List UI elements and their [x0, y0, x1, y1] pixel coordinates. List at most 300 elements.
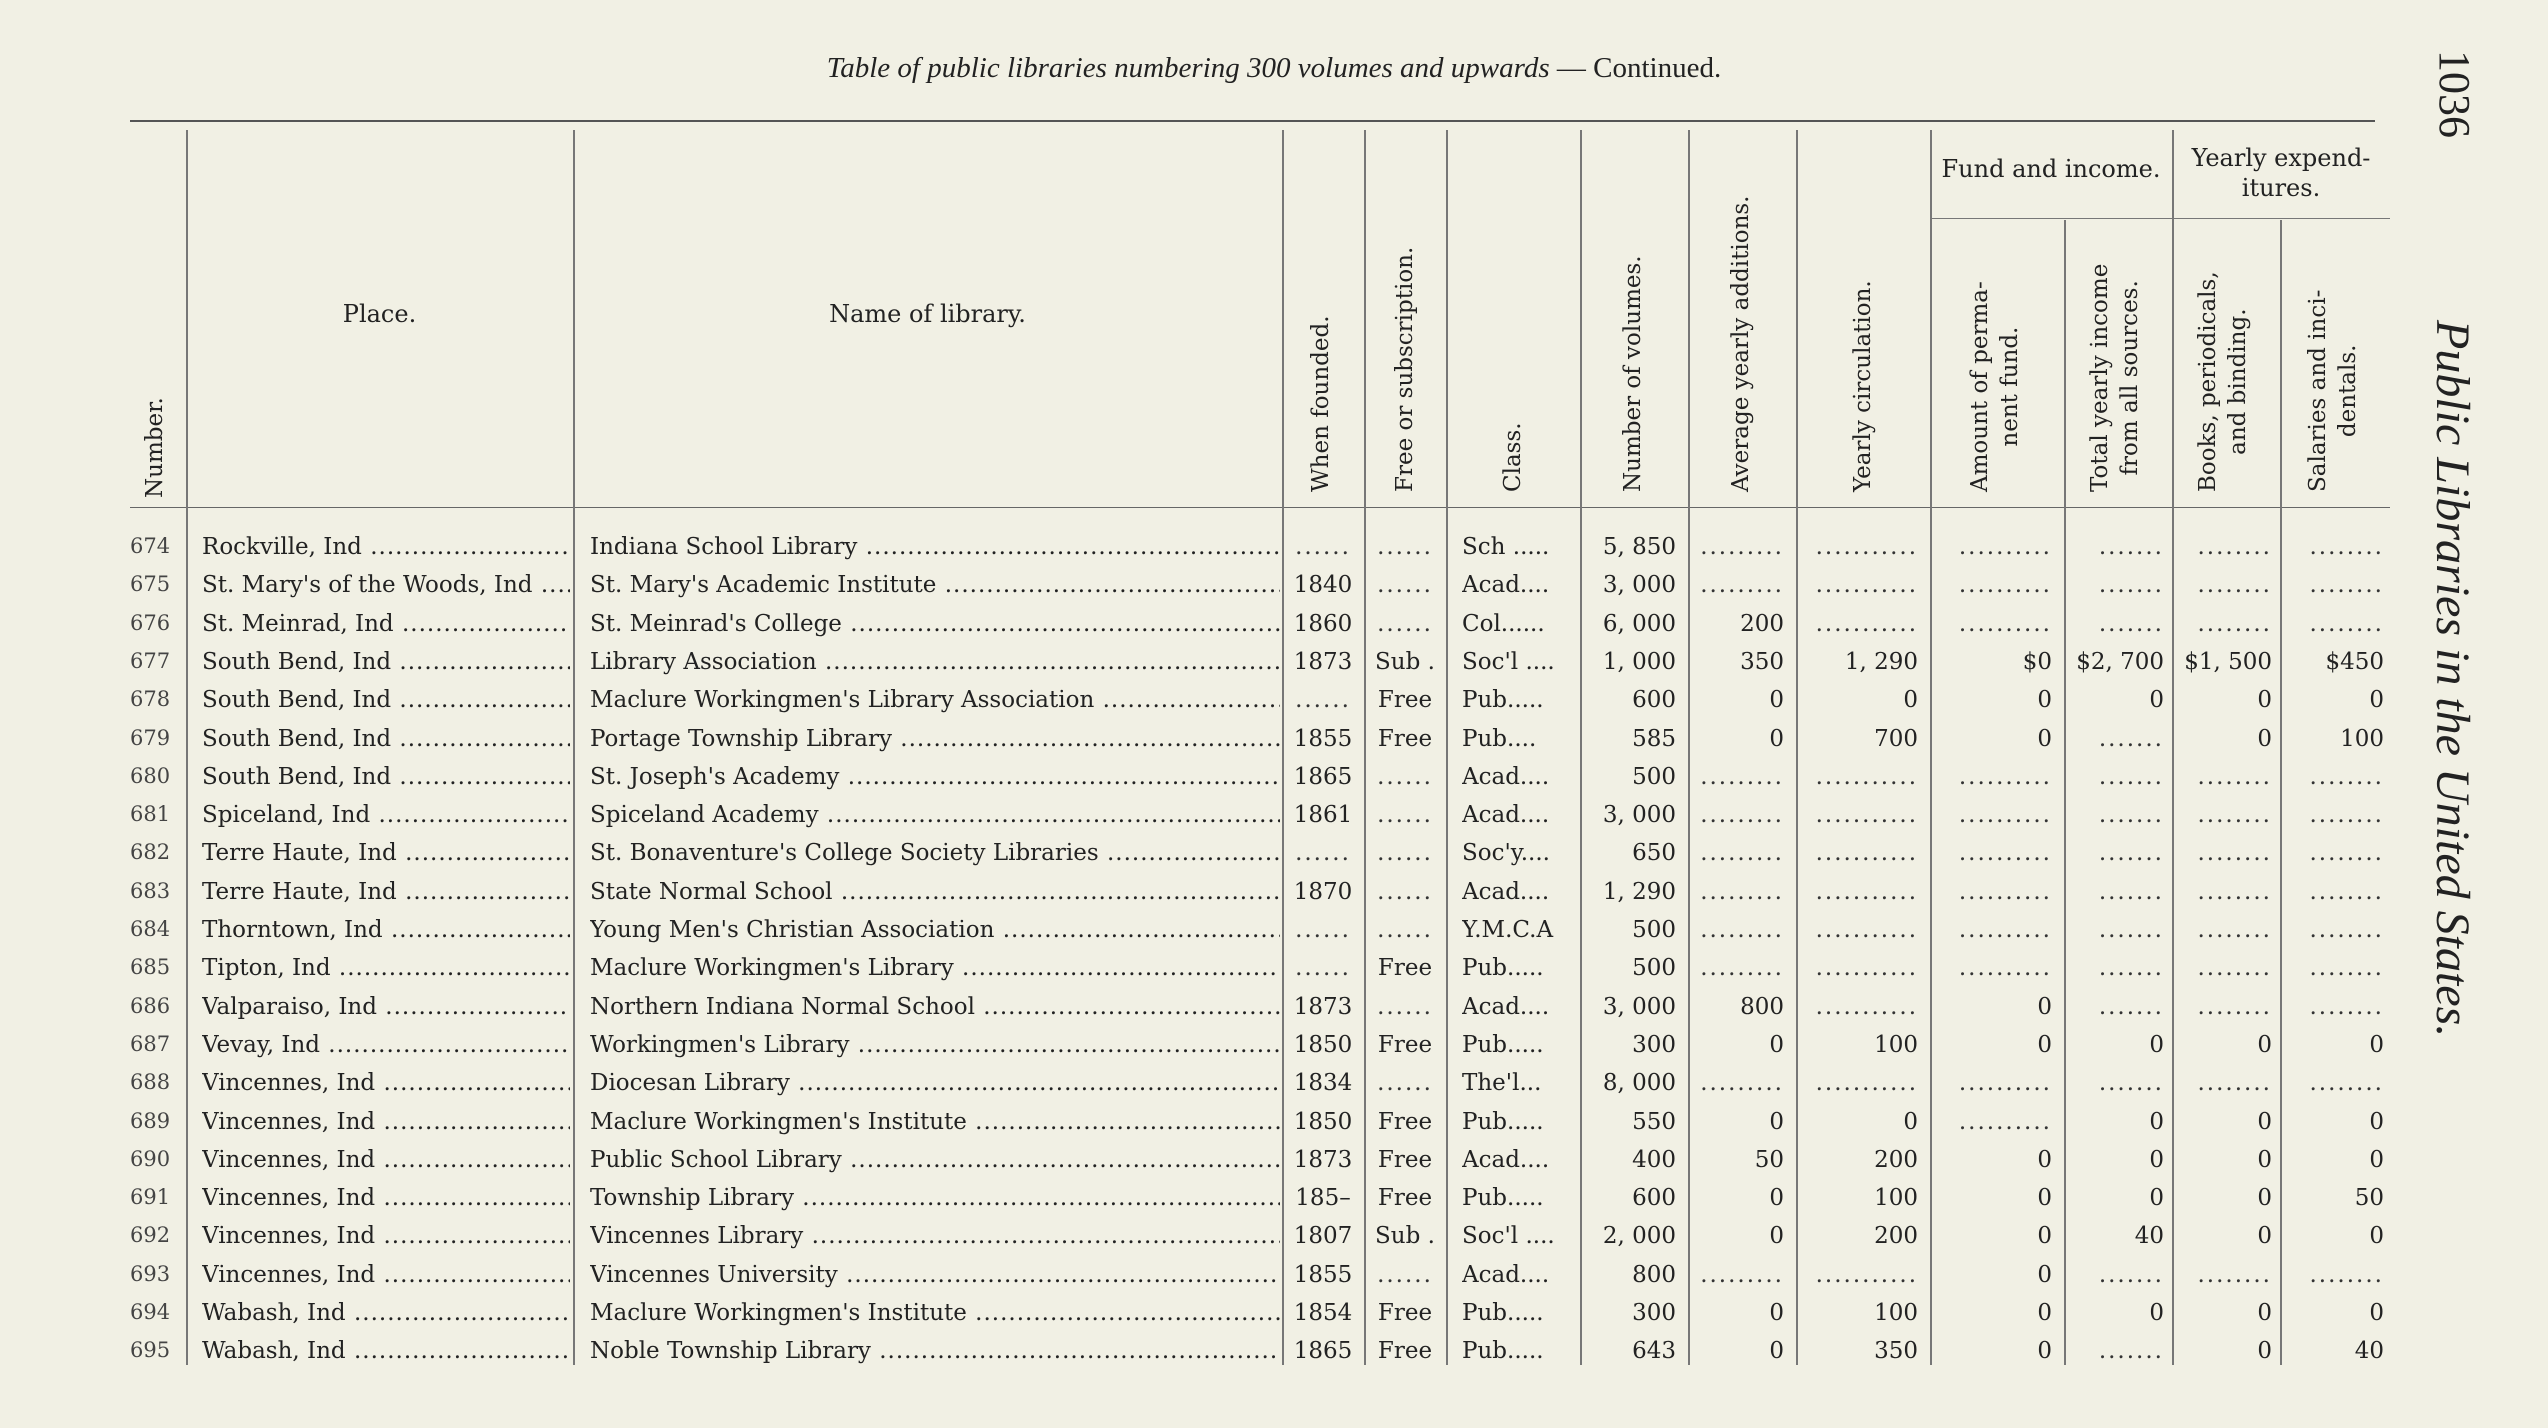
row-free-subscription: ...... — [1377, 534, 1433, 560]
header-library-name: Name of library. — [829, 300, 1026, 328]
row-permanent-fund: 0 — [2037, 1261, 2052, 1288]
row-books: ........ — [2197, 802, 2272, 829]
row-library-name: St. Mary's Academic Institute ..... — [590, 572, 1280, 598]
row-total-income: ....... — [2098, 610, 2164, 637]
row-volumes: 2, 000 — [1602, 1223, 1676, 1250]
row-when-founded: 185– — [1295, 1185, 1351, 1212]
row-volumes: 3, 000 — [1602, 993, 1676, 1020]
row-volumes: 643 — [1632, 1338, 1676, 1365]
row-circulation: ........... — [1815, 802, 1918, 829]
row-volumes: 300 — [1632, 1300, 1676, 1326]
row-number: 681 — [130, 802, 171, 827]
row-circulation: ........... — [1815, 955, 1918, 982]
row-library-name: Spiceland Academy ..... — [590, 802, 1280, 828]
row-volumes: 8, 000 — [1602, 1070, 1676, 1097]
row-additions: ......... — [1700, 1261, 1784, 1288]
table-row — [0, 760, 2548, 798]
row-library-name: Vincennes University ..... — [590, 1262, 1280, 1288]
row-library-name: State Normal School ..... — [590, 879, 1280, 905]
row-place: Spiceland, Ind ..... — [202, 802, 570, 828]
row-place: Vincennes, Ind ..... — [202, 1223, 570, 1249]
row-permanent-fund: 0 — [2037, 1300, 2052, 1326]
row-number: 694 — [130, 1300, 171, 1324]
row-additions: 0 — [1769, 1223, 1784, 1250]
row-volumes: 650 — [1632, 840, 1676, 867]
row-books: ........ — [2197, 955, 2272, 982]
row-salaries: ........ — [2309, 993, 2384, 1020]
header-yearly-expenditures-line2: itures. — [2241, 174, 2321, 202]
row-when-founded: 1807 — [1293, 1223, 1353, 1250]
table-row — [0, 645, 2548, 683]
row-circulation: 100 — [1874, 1031, 1918, 1058]
row-additions: 350 — [1740, 648, 1784, 675]
row-place: St. Mary's of the Woods, Ind ..... — [202, 572, 570, 598]
row-when-founded: ...... — [1295, 955, 1351, 982]
row-place: Vincennes, Ind ..... — [202, 1070, 570, 1096]
header-salaries-line1: Salaries and inci- — [2305, 289, 2331, 492]
row-library-name: Young Men's Christian Association ..... — [590, 917, 1280, 943]
row-salaries: ........ — [2309, 878, 2384, 905]
row-place: Valparaiso, Ind ..... — [202, 994, 570, 1020]
row-number: 674 — [130, 534, 171, 558]
header-books-line1: Books, periodicals, — [2195, 271, 2221, 492]
table-title-main: Table of public libraries numbering 300 volumes and upwards — [826, 52, 1550, 84]
row-number: 691 — [130, 1185, 171, 1210]
row-permanent-fund: .......... — [1958, 1070, 2052, 1097]
row-free-subscription: Free — [1377, 955, 1433, 982]
header-number-of-volumes: Number of volumes. — [1620, 255, 1646, 492]
row-circulation: 700 — [1874, 725, 1918, 752]
row-number: 695 — [130, 1338, 171, 1363]
row-when-founded: 1850 — [1293, 1031, 1353, 1058]
row-volumes: 1, 290 — [1602, 878, 1676, 905]
row-place: South Bend, Ind ..... — [202, 687, 570, 713]
row-when-founded: 1865 — [1293, 1338, 1353, 1365]
row-volumes: 3, 000 — [1602, 802, 1676, 829]
row-books: ........ — [2197, 917, 2272, 943]
row-additions: ......... — [1700, 840, 1784, 867]
row-when-founded: 1855 — [1293, 725, 1353, 752]
row-free-subscription: Free — [1377, 1338, 1433, 1365]
row-books: 0 — [2257, 1300, 2272, 1326]
row-when-founded: 1854 — [1293, 1300, 1353, 1326]
row-salaries: 0 — [2369, 1223, 2384, 1250]
row-total-income: ....... — [2098, 802, 2164, 829]
row-salaries: 0 — [2369, 1300, 2384, 1326]
row-class: Y.M.C.A — [1462, 917, 1554, 943]
row-library-name: Northern Indiana Normal School ..... — [590, 994, 1280, 1020]
row-library-name: Vincennes Library ..... — [590, 1223, 1280, 1249]
row-additions: 800 — [1740, 993, 1784, 1020]
row-library-name: Workingmen's Library ..... — [590, 1032, 1280, 1058]
row-number: 683 — [130, 878, 171, 903]
header-number: Number. — [142, 397, 168, 498]
row-when-founded: 1873 — [1293, 993, 1353, 1020]
row-additions: 0 — [1769, 1108, 1784, 1135]
row-place: Terre Haute, Ind ..... — [202, 840, 570, 866]
row-salaries: 50 — [2354, 1185, 2384, 1212]
row-number: 675 — [130, 572, 171, 597]
table-title — [0, 52, 2548, 85]
row-class: Acad.... — [1462, 802, 1550, 829]
table-row — [0, 798, 2548, 836]
row-library-name: Diocesan Library ..... — [590, 1070, 1280, 1096]
row-additions: ......... — [1700, 917, 1784, 943]
row-books: 0 — [2257, 725, 2272, 752]
row-when-founded: ...... — [1295, 917, 1351, 943]
row-permanent-fund: .......... — [1958, 917, 2052, 943]
row-books: ........ — [2197, 610, 2272, 637]
table-top-rule — [130, 120, 2375, 122]
header-books-periodicals — [2193, 271, 2253, 492]
row-total-income: ....... — [2098, 572, 2164, 599]
table-row — [0, 1296, 2548, 1334]
row-library-name: Maclure Workingmen's Institute ..... — [590, 1300, 1280, 1326]
row-total-income: ....... — [2098, 1338, 2164, 1365]
row-books: ........ — [2197, 1261, 2272, 1288]
row-number: 679 — [130, 725, 171, 750]
row-number: 687 — [130, 1031, 171, 1056]
row-permanent-fund: 0 — [2037, 725, 2052, 752]
row-circulation: ........... — [1815, 1070, 1918, 1097]
row-circulation: 0 — [1903, 687, 1918, 714]
row-number: 684 — [130, 917, 171, 941]
row-place: Tipton, Ind ..... — [202, 955, 570, 981]
row-books: ........ — [2197, 572, 2272, 599]
row-free-subscription: ...... — [1377, 993, 1433, 1020]
row-additions: ......... — [1700, 534, 1784, 560]
table-row — [0, 683, 2548, 721]
header-salaries-incidentals — [2303, 290, 2363, 492]
row-permanent-fund: .......... — [1958, 802, 2052, 829]
row-permanent-fund: .......... — [1958, 955, 2052, 982]
row-books: ........ — [2197, 840, 2272, 867]
row-free-subscription: ...... — [1377, 878, 1433, 905]
row-additions: ......... — [1700, 802, 1784, 829]
row-total-income: ....... — [2098, 1261, 2164, 1288]
row-books: ........ — [2197, 1070, 2272, 1097]
row-free-subscription: ...... — [1377, 840, 1433, 867]
row-circulation: 200 — [1874, 1223, 1918, 1250]
row-place: South Bend, Ind ..... — [202, 649, 570, 675]
header-total-income-line2: from all sources. — [2117, 280, 2143, 476]
page-number: 1036 — [2430, 50, 2479, 138]
table-row — [0, 836, 2548, 874]
row-total-income: ....... — [2098, 840, 2164, 867]
table-row — [0, 1334, 2548, 1372]
row-when-founded: 1850 — [1293, 1108, 1353, 1135]
running-title: Public Libraries in the United States. — [2426, 320, 2479, 1038]
row-library-name: St. Bonaventure's College Society Libraries ..... — [590, 840, 1280, 866]
row-place: Rockville, Ind ..... — [202, 534, 570, 560]
row-when-founded: 1860 — [1293, 610, 1353, 637]
row-volumes: 600 — [1632, 687, 1676, 714]
row-free-subscription: Free — [1377, 1031, 1433, 1058]
row-number: 676 — [130, 610, 171, 635]
row-circulation: ........... — [1815, 878, 1918, 905]
row-additions: 0 — [1769, 1031, 1784, 1058]
header-total-income — [2085, 264, 2145, 492]
row-class: Pub..... — [1462, 1300, 1544, 1326]
row-salaries: 0 — [2369, 1146, 2384, 1173]
row-library-name: Township Library ..... — [590, 1185, 1280, 1211]
row-free-subscription: Free — [1377, 725, 1433, 752]
row-free-subscription: ...... — [1377, 802, 1433, 829]
row-circulation: ........... — [1815, 610, 1918, 637]
row-class: Acad.... — [1462, 878, 1550, 905]
group-rule-fund — [1930, 218, 2172, 219]
row-library-name: Library Association ..... — [590, 649, 1280, 675]
row-place: Vincennes, Ind ..... — [202, 1185, 570, 1211]
row-when-founded: 1865 — [1293, 763, 1353, 790]
table-row — [0, 1028, 2548, 1066]
row-place: Terre Haute, Ind ..... — [202, 879, 570, 905]
row-salaries: 0 — [2369, 687, 2384, 714]
row-when-founded: 1873 — [1293, 648, 1353, 675]
row-additions: ......... — [1700, 878, 1784, 905]
row-place: St. Meinrad, Ind ..... — [202, 611, 570, 637]
row-total-income: 0 — [2149, 1185, 2164, 1212]
row-total-income: 0 — [2149, 1031, 2164, 1058]
row-when-founded: 1834 — [1293, 1070, 1353, 1097]
row-free-subscription: ...... — [1377, 763, 1433, 790]
row-volumes: 5, 850 — [1602, 534, 1676, 560]
row-volumes: 550 — [1632, 1108, 1676, 1135]
row-salaries: $450 — [2325, 648, 2384, 675]
row-free-subscription: Free — [1377, 1108, 1433, 1135]
table-row — [0, 1143, 2548, 1181]
row-number: 685 — [130, 955, 171, 980]
row-circulation: ........... — [1815, 534, 1918, 560]
header-yearly-expenditures — [2172, 143, 2390, 203]
row-library-name: Noble Township Library ..... — [590, 1338, 1280, 1364]
row-salaries: ........ — [2309, 955, 2384, 982]
row-books: ........ — [2197, 763, 2272, 790]
header-yearly-circulation: Yearly circulation. — [1850, 280, 1876, 492]
row-salaries: 100 — [2340, 725, 2384, 752]
row-circulation: 100 — [1874, 1300, 1918, 1326]
row-library-name: Public School Library ..... — [590, 1147, 1280, 1173]
row-class: Soc'y.... — [1462, 840, 1550, 867]
row-additions: 0 — [1769, 687, 1784, 714]
row-salaries: 0 — [2369, 1031, 2384, 1058]
row-class: Acad.... — [1462, 572, 1550, 599]
row-number: 677 — [130, 648, 171, 673]
row-class: Soc'l .... — [1462, 1223, 1555, 1250]
row-books: 0 — [2257, 1223, 2272, 1250]
row-total-income: 0 — [2149, 1146, 2164, 1173]
row-volumes: 600 — [1632, 1185, 1676, 1212]
row-salaries: ........ — [2309, 534, 2384, 560]
row-books: ........ — [2197, 878, 2272, 905]
row-free-subscription: Free — [1377, 687, 1433, 714]
row-library-name: Indiana School Library ..... — [590, 534, 1280, 560]
row-class: Pub..... — [1462, 1338, 1544, 1365]
row-additions: 0 — [1769, 725, 1784, 752]
row-permanent-fund: 0 — [2037, 1146, 2052, 1173]
row-when-founded: 1870 — [1293, 878, 1353, 905]
row-salaries: ........ — [2309, 610, 2384, 637]
table-row — [0, 913, 2548, 951]
table-row — [0, 1181, 2548, 1219]
row-library-name: St. Meinrad's College ..... — [590, 611, 1280, 637]
row-circulation: 1, 290 — [1844, 648, 1918, 675]
row-permanent-fund: $0 — [2022, 648, 2052, 675]
row-volumes: 585 — [1632, 725, 1676, 752]
row-salaries: 40 — [2354, 1338, 2384, 1365]
row-class: The'l... — [1462, 1070, 1542, 1097]
row-books: 0 — [2257, 1146, 2272, 1173]
row-circulation: 200 — [1874, 1146, 1918, 1173]
row-permanent-fund: 0 — [2037, 1031, 2052, 1058]
header-permanent-fund-line1: Amount of perma- — [1967, 281, 1993, 492]
row-total-income: 0 — [2149, 1300, 2164, 1326]
row-books: 0 — [2257, 1338, 2272, 1365]
row-number: 693 — [130, 1261, 171, 1286]
row-free-subscription: ...... — [1377, 572, 1433, 599]
row-additions: 200 — [1740, 610, 1784, 637]
row-class: Soc'l .... — [1462, 648, 1555, 675]
group-rule-expend — [2172, 218, 2390, 219]
row-permanent-fund: .......... — [1958, 763, 2052, 790]
row-circulation: ........... — [1815, 840, 1918, 867]
header-yearly-expenditures-line1: Yearly expend- — [2191, 144, 2371, 172]
row-place: Vincennes, Ind ..... — [202, 1147, 570, 1173]
row-additions: ......... — [1700, 572, 1784, 599]
table-row — [0, 1066, 2548, 1104]
table-title-continued: — Continued. — [1549, 52, 1722, 84]
row-free-subscription: ...... — [1377, 917, 1433, 943]
row-number: 680 — [130, 763, 171, 788]
row-salaries: ........ — [2309, 802, 2384, 829]
row-salaries: ........ — [2309, 763, 2384, 790]
row-place: Wabash, Ind ..... — [202, 1338, 570, 1364]
row-books: 0 — [2257, 1185, 2272, 1212]
row-additions: 0 — [1769, 1185, 1784, 1212]
row-circulation: 350 — [1874, 1338, 1918, 1365]
header-fund-and-income: Fund and income. — [1941, 155, 2161, 183]
row-class: Pub..... — [1462, 955, 1544, 982]
table-row — [0, 875, 2548, 913]
table-row — [0, 951, 2548, 989]
row-number: 690 — [130, 1146, 171, 1171]
row-class: Col...... — [1462, 610, 1545, 637]
header-class: Class. — [1500, 422, 1526, 492]
header-books-line2: and binding. — [2225, 308, 2251, 455]
row-permanent-fund: .......... — [1958, 610, 2052, 637]
row-library-name: Portage Township Library ..... — [590, 726, 1280, 752]
row-number: 682 — [130, 840, 171, 865]
row-free-subscription: Free — [1377, 1300, 1433, 1326]
table-row — [0, 1105, 2548, 1143]
header-salaries-line2: dentals. — [2335, 344, 2361, 438]
row-total-income: ....... — [2098, 725, 2164, 752]
row-place: South Bend, Ind ..... — [202, 726, 570, 752]
row-number: 686 — [130, 993, 171, 1018]
row-salaries: ........ — [2309, 572, 2384, 599]
header-permanent-fund — [1965, 281, 2025, 492]
row-place: Thorntown, Ind ..... — [202, 917, 570, 943]
row-circulation: ........... — [1815, 763, 1918, 790]
row-books: 0 — [2257, 687, 2272, 714]
row-when-founded: ...... — [1295, 687, 1351, 714]
row-volumes: 800 — [1632, 1261, 1676, 1288]
row-place: Wabash, Ind ..... — [202, 1300, 570, 1326]
header-when-founded: When founded. — [1308, 315, 1334, 492]
row-total-income: ....... — [2098, 917, 2164, 943]
row-total-income: 40 — [2134, 1223, 2164, 1250]
row-volumes: 500 — [1632, 917, 1676, 943]
row-total-income: ....... — [2098, 534, 2164, 560]
row-books: 0 — [2257, 1108, 2272, 1135]
row-class: Acad.... — [1462, 993, 1550, 1020]
row-library-name: St. Joseph's Academy ..... — [590, 764, 1280, 790]
row-salaries: 0 — [2369, 1108, 2384, 1135]
row-class: Acad.... — [1462, 763, 1550, 790]
table-row — [0, 722, 2548, 760]
row-total-income: 0 — [2149, 687, 2164, 714]
row-salaries: ........ — [2309, 840, 2384, 867]
row-free-subscription: ...... — [1377, 610, 1433, 637]
row-free-subscription: ...... — [1377, 1261, 1433, 1288]
row-free-subscription: Sub . — [1375, 648, 1435, 675]
row-number: 688 — [130, 1070, 171, 1095]
row-class: Pub..... — [1462, 687, 1544, 714]
row-permanent-fund: .......... — [1958, 534, 2052, 560]
row-class: Acad.... — [1462, 1261, 1550, 1288]
row-additions: 0 — [1769, 1338, 1784, 1365]
row-place: Vincennes, Ind ..... — [202, 1109, 570, 1135]
row-circulation: 100 — [1874, 1185, 1918, 1212]
row-total-income: ....... — [2098, 955, 2164, 982]
row-total-income: ....... — [2098, 993, 2164, 1020]
row-volumes: 1, 000 — [1602, 648, 1676, 675]
table-row — [0, 568, 2548, 606]
table-row — [0, 607, 2548, 645]
row-volumes: 3, 000 — [1602, 572, 1676, 599]
row-place: Vevay, Ind ..... — [202, 1032, 570, 1058]
row-when-founded: 1855 — [1293, 1261, 1353, 1288]
row-salaries: ........ — [2309, 1070, 2384, 1097]
row-books: ........ — [2197, 993, 2272, 1020]
header-permanent-fund-line2: nent fund. — [1997, 326, 2023, 447]
row-class: Pub..... — [1462, 1031, 1544, 1058]
row-additions: 50 — [1754, 1146, 1784, 1173]
header-average-additions: Average yearly additions. — [1728, 195, 1754, 492]
row-permanent-fund: 0 — [2037, 1338, 2052, 1365]
row-when-founded: 1861 — [1293, 802, 1353, 829]
row-permanent-fund: 0 — [2037, 1223, 2052, 1250]
row-class: Pub..... — [1462, 1185, 1544, 1212]
row-books: ........ — [2197, 534, 2272, 560]
row-additions: ......... — [1700, 955, 1784, 982]
row-library-name: Maclure Workingmen's Library Association ..... — [590, 687, 1280, 713]
row-total-income: ....... — [2098, 1070, 2164, 1097]
row-library-name: Maclure Workingmen's Library ..... — [590, 955, 1280, 981]
row-total-income: 0 — [2149, 1108, 2164, 1135]
row-permanent-fund: 0 — [2037, 687, 2052, 714]
row-books: $1, 500 — [2184, 648, 2272, 675]
row-volumes: 500 — [1632, 763, 1676, 790]
row-circulation: ........... — [1815, 993, 1918, 1020]
row-place: South Bend, Ind ..... — [202, 764, 570, 790]
row-total-income: ....... — [2098, 878, 2164, 905]
row-number: 689 — [130, 1108, 171, 1133]
row-library-name: Maclure Workingmen's Institute ..... — [590, 1109, 1280, 1135]
row-books: 0 — [2257, 1031, 2272, 1058]
row-total-income: ....... — [2098, 763, 2164, 790]
row-additions: ......... — [1700, 1070, 1784, 1097]
